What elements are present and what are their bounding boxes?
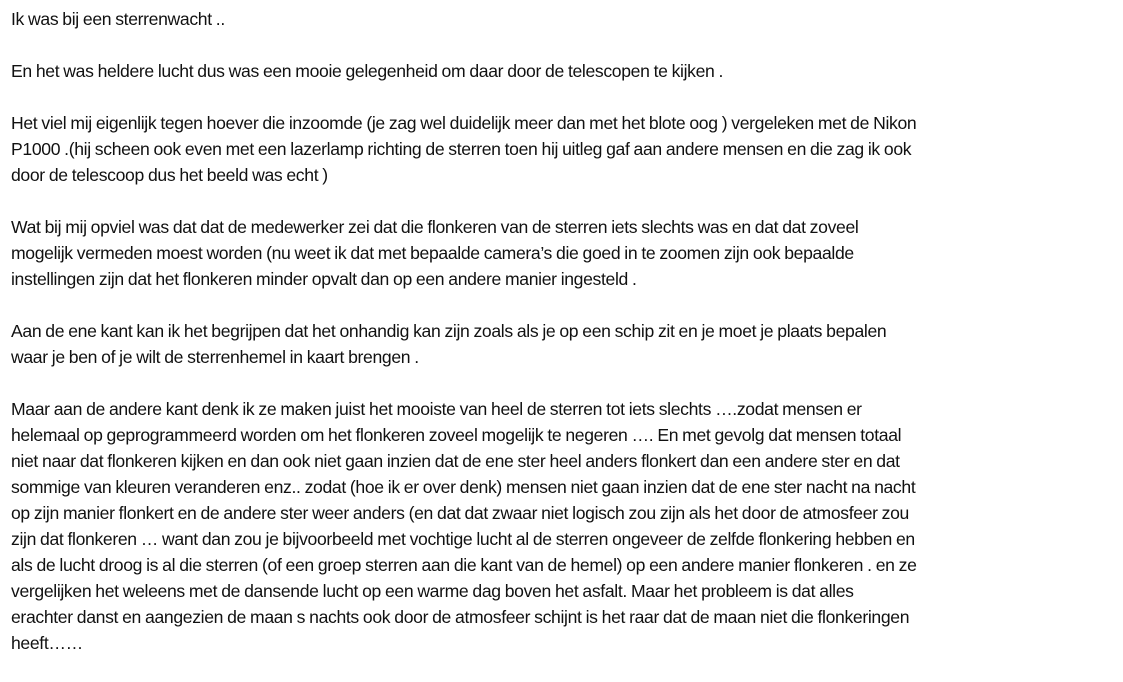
paragraph-employee-remark	[11, 214, 1119, 292]
text-line: mogelijk vermeden moest worden (nu weet ik dat met bepaalde camera’s die goed in te zoomen zijn ook bepaalde	[11, 243, 854, 263]
text-line: Aan de ene kant kan ik het begrijpen dat het onhandig kan zijn zoals als je op een schip zit en je moet je plaats bepalen	[11, 321, 887, 341]
text-line: Maar aan de andere kant denk ik ze maken juist het mooiste van heel de sterren tot iets slechts ….zodat mensen er	[11, 399, 862, 419]
text-line: vergelijken het weleens met de dansende lucht op een warme dag boven het asfalt. Maar het probleem is dat alles	[11, 581, 854, 601]
paragraph-intro	[11, 6, 1119, 32]
paragraph-zoom-comparison	[11, 110, 1119, 188]
text-line: P1000 .(hij scheen ook even met een lazerlamp richting de sterren toen hij uitleg gaf aan andere mensen en die zag ik ook	[11, 139, 912, 159]
document-body	[11, 6, 1119, 682]
text-line: helemaal op geprogrammeerd worden om het flonkeren zoveel mogelijk te negeren …. En met gevolg dat mensen totaal	[11, 425, 902, 445]
text-line: En het was heldere lucht dus was een mooie gelegenheid om daar door de telescopen te kijken .	[11, 61, 724, 81]
text-line: waar je ben of je wilt de sterrenhemel in kaart brengen .	[11, 347, 419, 367]
text-line: instellingen zijn dat het flonkeren minder opvalt dan op een andere manier ingesteld .	[11, 269, 637, 289]
text-line: sommige van kleuren veranderen enz.. zodat (hoe ik er over denk) mensen niet gaan inzien dat de ene ster nacht na nacht	[11, 477, 916, 497]
text-line: Wat bij mij opviel was dat dat de medewerker zei dat die flonkeren van de sterren iets slechts was en dat dat zoveel	[11, 217, 859, 237]
text-line: Ik was bij een sterrenwacht ..	[11, 9, 225, 29]
text-line: Het viel mij eigenlijk tegen hoever die inzoomde (je zag wel duidelijk meer dan met het blote oog ) vergeleken met de Nikon	[11, 113, 917, 133]
text-line: heeft……	[11, 633, 83, 653]
text-line: zijn dat flonkeren … want dan zou je bijvoorbeeld met vochtige lucht al de sterren ongeveer de zelfde flonkering hebben en	[11, 529, 915, 549]
paragraph-other-side	[11, 396, 1119, 656]
text-line: op zijn manier flonkert en de andere ster weer anders (en dat dat zwaar niet logisch zou zijn als het door de atmosfeer zou	[11, 503, 909, 523]
paragraph-one-side	[11, 318, 1119, 370]
paragraph-clear-sky	[11, 58, 1119, 84]
text-line: erachter danst en aangezien de maan s nachts ook door de atmosfeer schijnt is het raar dat de maan niet die flonkeringen	[11, 607, 910, 627]
text-line: als de lucht droog is al die sterren (of een groep sterren aan die kant van de hemel) op een andere manier flonkeren . en ze	[11, 555, 917, 575]
text-line: niet naar dat flonkeren kijken en dan ook niet gaan inzien dat de ene ster heel anders flonkert dan een andere ster en dat	[11, 451, 900, 471]
text-line: door de telescoop dus het beeld was echt )	[11, 165, 328, 185]
